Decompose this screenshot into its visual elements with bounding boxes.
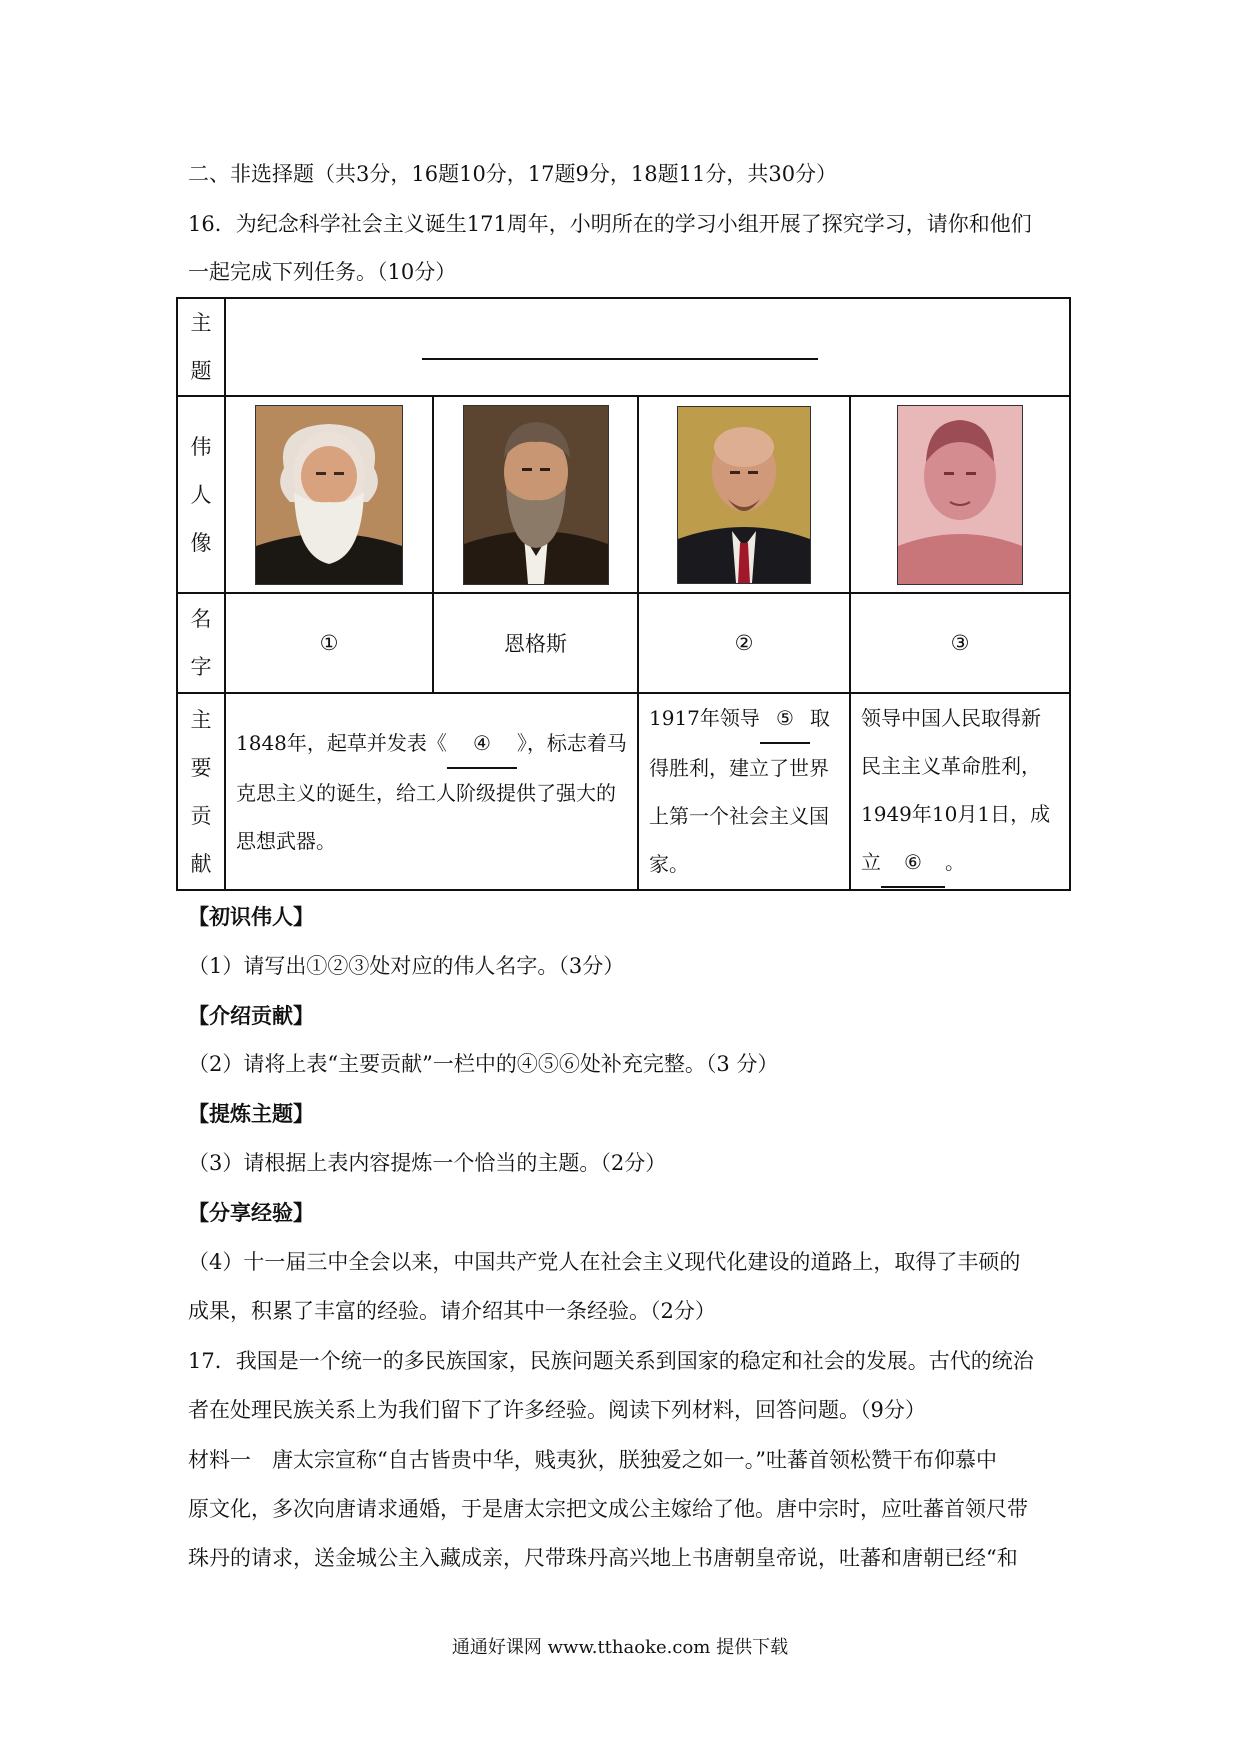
portrait-marx-image [255, 405, 403, 585]
name-cell-3: ② [638, 593, 850, 693]
great-figures-table [176, 297, 1071, 891]
contribution-mao-text1: 领导中国人民取得新民主主义革命胜利，1949年10月1日，成立 [861, 706, 1051, 874]
portrait-mao-image [897, 405, 1023, 585]
name-cell-2: 恩格斯 [433, 593, 638, 693]
contribution-marx-text2: 》，标志着马克思主义的诞生，给工人阶级提供了强大的思想武器。 [236, 730, 627, 853]
page-footer: 通通好课网 www.tthaoke.com 提供下载 [451, 1637, 789, 1658]
q16-intro-line1: 16．为纪念科学社会主义诞生171周年，小明所在的学习小组开展了探究学习，请你和他们 [188, 212, 1032, 236]
task1-title: 【初识伟人】 [188, 904, 314, 929]
task4-question-line1: （4）十一届三中全会以来，中国共产党人在社会主义现代化建设的道路上，取得了丰硕的 [188, 1250, 1021, 1274]
task2-question: （2）请将上表“主要贡献”一栏中的④⑤⑥处补充完整。（3 分） [188, 1052, 779, 1076]
task3-title: 【提炼主题】 [188, 1101, 314, 1126]
portrait-cell-1 [225, 396, 433, 593]
theme-cell [225, 298, 1070, 396]
contribution-mao [850, 693, 1070, 890]
table-row-contributions [177, 693, 1070, 890]
portrait-cell-4 [850, 396, 1070, 593]
q16-intro-line2: 一起完成下列任务。（10分） [188, 260, 457, 284]
name-cell-1: ① [225, 593, 433, 693]
name-cell-4: ③ [850, 593, 1070, 693]
blank-5: ⑤ [760, 694, 810, 744]
portrait-lenin-image [677, 406, 811, 584]
q17-material-line3: 珠丹的请求，送金城公主入藏成亲，尺带珠丹高兴地上书唐朝皇帝说，吐蕃和唐朝已经“和 [188, 1546, 1018, 1570]
contribution-lenin-text2: 取得胜利，建立了世界上第一个社会主义国家。 [649, 706, 830, 876]
portrait-engels-image [463, 405, 609, 585]
theme-answer-line [422, 358, 818, 360]
contribution-lenin [638, 693, 850, 890]
contribution-marx [225, 693, 638, 890]
blank-6: ⑥ [881, 838, 945, 888]
table-row-names [177, 593, 1070, 693]
section-heading: 二、非选择题（共3分，16题10分，17题9分，18题11分，共30分） [188, 162, 838, 186]
table-row-portraits [177, 396, 1070, 593]
task4-question-line2: 成果，积累了丰富的经验。请介绍其中一条经验。（2分） [188, 1299, 716, 1323]
label-portrait: 伟 人 像 [177, 396, 225, 593]
contribution-lenin-text1: 1917年领导 [649, 706, 760, 730]
label-name: 名 字 [177, 593, 225, 693]
portrait-cell-2 [433, 396, 638, 593]
task2-title: 【介绍贡献】 [188, 1003, 314, 1028]
q17-material-line1: 材料一 唐太宗宣称“自古皆贵中华，贱夷狄，朕独爱之如一。”吐蕃首领松赞干布仰慕中 [188, 1448, 997, 1472]
label-contribution: 主 要 贡 献 [177, 693, 225, 890]
table-row-theme [177, 298, 1070, 396]
task4-title: 【分享经验】 [188, 1200, 314, 1225]
label-theme: 主 题 [177, 298, 225, 396]
q17-line2: 者在处理民族关系上为我们留下了许多经验。阅读下列材料，回答问题。（9分） [188, 1398, 926, 1422]
q17-material-line2: 原文化，多次向唐请求通婚，于是唐太宗把文成公主嫁给了他。唐中宗时，应吐蕃首领尺带 [188, 1497, 1028, 1521]
contribution-marx-text1: 1848年，起草并发表《 [236, 730, 447, 755]
contribution-mao-text2: 。 [945, 850, 965, 874]
task1-question: （1）请写出①②③处对应的伟人名字。（3分） [188, 954, 625, 978]
portrait-cell-3 [638, 396, 850, 593]
blank-4: ④ [447, 719, 517, 769]
q17-line1: 17．我国是一个统一的多民族国家，民族问题关系到国家的稳定和社会的发展。古代的统治 [188, 1349, 1034, 1373]
task3-question: （3）请根据上表内容提炼一个恰当的主题。（2分） [188, 1151, 667, 1175]
